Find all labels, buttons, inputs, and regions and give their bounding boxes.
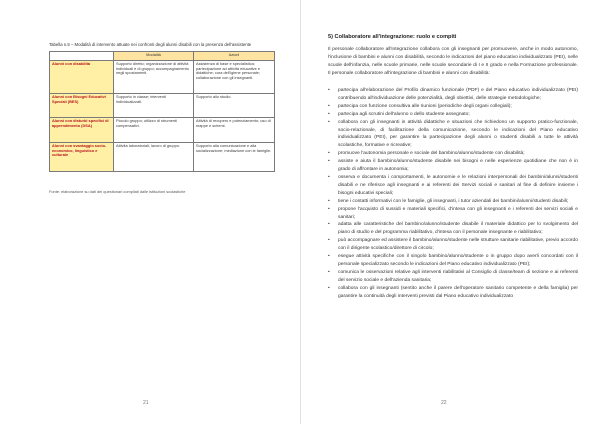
bullet-icon: • (328, 285, 330, 291)
row-label: Alunni con disabilità (50, 61, 114, 94)
table-cell: Supporto allo studio. (194, 94, 275, 118)
bullet-icon: • (328, 254, 330, 260)
table-header-blank (50, 52, 114, 61)
page-number-left: 21 (143, 400, 149, 406)
row-label: Alunni con svantaggio socio-economico, linguistico e culturale (50, 143, 114, 172)
list-item (328, 198, 578, 206)
table-row (50, 118, 275, 143)
list-item (328, 103, 578, 111)
table-footnote: Fonte: elaborazione su dati dei questionari compilati dalle istituzioni scolastiche (49, 189, 186, 194)
table-row (50, 94, 275, 118)
table-row (50, 61, 275, 94)
list-item-text: partecipa con funzione consultiva alle riunioni (periodiche degli organi collegiali); (338, 103, 512, 109)
list-item-text: partecipa agli scrutini dell'alunno o dello studente assegnato; (338, 111, 470, 117)
list-item (328, 150, 578, 158)
table-caption: Tabella n.5 – Modalità di intervento attuate nei confronti degli alunni disabili con la presenza dell'assistente (49, 42, 252, 47)
bullet-icon: • (328, 151, 330, 157)
table-cell: Attività laboratoriali; lavoro di gruppo. (114, 143, 194, 172)
list-item (328, 174, 578, 198)
list-item (328, 285, 578, 301)
list-item-text: può accompagnare ed assistere il bambino/alunno/studente nelle strutture sanitarie riabilitative, previo accordo con il dirigente scolastico/direttore di circolo; (338, 238, 578, 252)
list-item (328, 111, 578, 119)
list-item (328, 119, 578, 151)
table-cell: Supporto in classe; interventi individualizzati. (114, 94, 194, 118)
list-item (328, 253, 578, 269)
interventions-table (49, 51, 275, 172)
list-item-text: adatta alle caratteristiche del bambino/alunno/studente disabile il materiale didattico per lo svolgimento del piano di studio e del programma riabilitativo, d'intesa con il personale insegnante e riabilitativo; (338, 222, 578, 236)
table-header-row (50, 52, 275, 61)
table-cell: Supporto alla comunicazione e alla socializzazione; mediazione con le famiglie. (194, 143, 275, 172)
table-header-azioni: Azioni (194, 52, 275, 61)
duties-list (328, 87, 578, 300)
page-number-right: 22 (441, 400, 447, 406)
bullet-icon: • (328, 119, 330, 125)
list-item-text: tiene i contatti informativi con le famiglie, gli insegnanti, i tutor aziendali dei bambini/alunni/studenti disabili; (338, 198, 569, 204)
bullet-icon: • (328, 103, 330, 109)
list-item-text: partecipa all'elaborazione del Profilo dinamico funzionale (PDF) e del Piano educativo individualizzato (PEI) contribuendo all'individuazione delle potenzialità, degli obiettivi, delle strategie metodologiche; (338, 88, 578, 101)
intro-paragraph: Il personale collaboratore all'integrazione collabora con gli insegnanti per promuovere, anche in modo autonomo, l'inclusione di bambini e alunni con disabilità, secondo le indicazioni del piano educativo individualizzato (PEI), nelle scuole dell'infanzia, nelle scuole primarie, nelle scuole secondarie di I e II grado e nella Formazione professionale. Il personale collaboratore all'integrazione di bambini e alunni con disabilità: (328, 47, 578, 76)
list-item-text: promuove l'autonomia personale e sociale del bambino/alunno/studente con disabilità; (338, 151, 525, 157)
list-item-text: assiste e aiuta il bambino/alunno/studente disabile nei bisogni e nelle esperienze quotidiane che non è in grado di affrontare in autonomia; (338, 159, 578, 173)
table-header-modalita: Modalità (114, 52, 194, 61)
list-item (328, 87, 578, 103)
bullet-icon: • (328, 159, 330, 165)
table-cell: Supporto diretto; organizzazione di attività individuali e di gruppo; accompagnamento negli spostamenti. (114, 61, 194, 94)
list-item-text: osserva e documenta i comportamenti, le autonomie e le relazioni interpersonali dei bambini/alunni/studenti disabili e ne riferisce agli insegnanti e ai referenti dei Servizi sociali e sanitari al fine di definire insieme i bisogni educativi speciali; (338, 174, 578, 196)
table-cell: Attività di recupero e potenziamento; uso di mappe e schemi. (194, 118, 275, 143)
bullet-icon: • (328, 222, 330, 228)
bullet-icon: • (328, 111, 330, 117)
row-label: Alunni con disturbi specifici di apprendimento (DSA) (50, 118, 114, 143)
list-item-text: propone l'acquisto di sussidi e materiali specifici, d'intesa con gli insegnanti e i referenti dei servizi sociali e sanitari; (338, 206, 578, 220)
table-cell: Piccolo gruppo; utilizzo di strumenti compensativi. (114, 118, 194, 143)
bullet-icon: • (328, 174, 330, 180)
list-item-text: esegue attività specifiche con il singolo bambino/alunno/studente o in gruppo dopo averli concordati con il personale specializzato secondo le indicazioni del Piano educativo individualizzato (PEI); (338, 254, 578, 267)
list-item (328, 269, 578, 285)
right-page (301, 0, 600, 424)
list-item-text: collabora con gli insegnanti (sentito anche il parere dell'operatore sanitario competente e della famiglia) per garantire la continuità degli interventi previsti dal Piano educativo individualizzato (338, 285, 578, 299)
bullet-icon: • (328, 238, 330, 244)
bullet-icon: • (328, 88, 330, 93)
list-item (328, 158, 578, 174)
table-cell: Assistenza di base e specialistica; partecipazione ad attività educative e didattiche; cura dell'igiene personale; collaborazione con gli insegnanti. (194, 61, 275, 94)
list-item (328, 221, 578, 237)
list-item-text: comunica le osservazioni relative agli interventi riabilitativi al Consiglio di classe/team di sezione e ai referenti del servizio sociale e dell'azienda sanitaria; (338, 269, 578, 283)
list-item (328, 206, 578, 222)
list-item-text: collabora con gli insegnanti in attività didattiche e situazioni che richiedono un supporto pratico-funzionale, socio-relazionale, di facilitazione della comunicazione, secondo le indicazioni del Piano educativo individualizzato (PEI), per garantire la partecipazione degli alunni o studenti disabili a tutte le attività scolastiche, formative e ricreative; (338, 119, 578, 149)
bullet-icon: • (328, 269, 330, 275)
row-label: Alunni con Bisogni Educativi Speciali (BES) (50, 94, 114, 118)
section-title: 5) Collaboratore all'integrazione: ruolo e compiti (328, 34, 457, 40)
table-row (50, 143, 275, 172)
list-item (328, 237, 578, 253)
bullet-icon: • (328, 206, 330, 212)
bullet-icon: • (328, 198, 330, 204)
